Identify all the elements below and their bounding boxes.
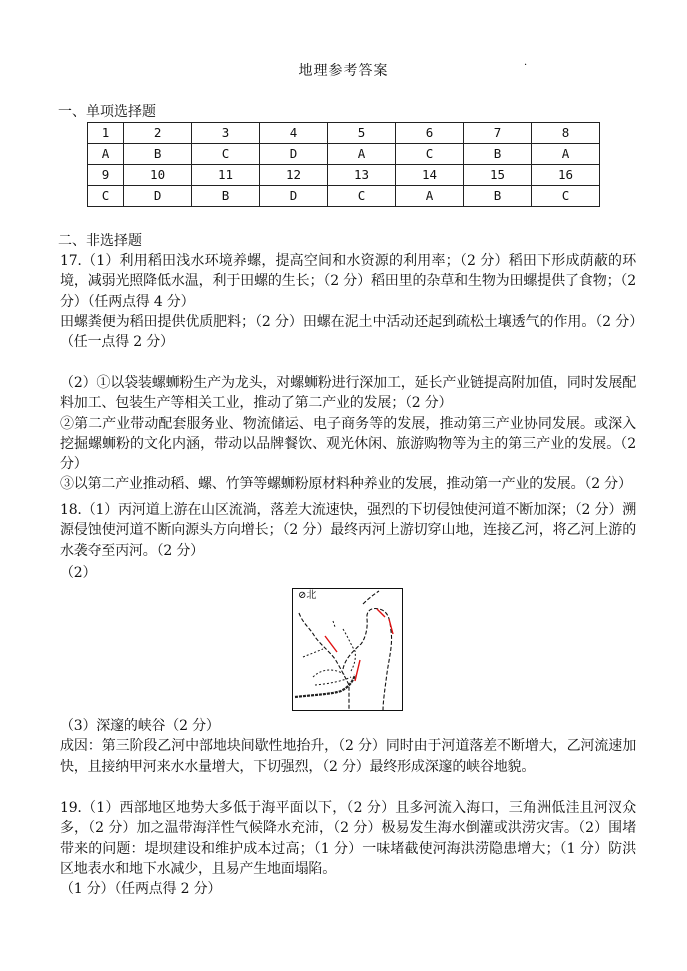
answer-cell: A [328,144,396,165]
q17-p3: （2）①以袋装螺蛳粉生产为龙头，对螺蛳粉进行深加工，延长产业链提高附加值，同时发展配料加工、包装生产等相关工业，推动了第二产业的发展；（2 分） [60,375,636,412]
answer-row [88,186,600,207]
section1-heading: 一、单项选择题 [58,104,156,120]
question-number-row [88,165,600,186]
question-number-cell: 8 [532,123,600,144]
q18-p2: （2） [60,565,97,581]
question-number-cell: 13 [328,165,396,186]
answer-cell: B [192,186,260,207]
answer-cell: C [328,186,396,207]
question-number-cell: 1 [88,123,124,144]
question-number-cell: 15 [464,165,532,186]
q17-part2-block [60,373,636,495]
q17-p4: ②第二产业带动配套服务业、物流储运、电子商务等的发展，推动第三产业协同发展。或深入挖掘螺蛳粉的文化内涵，带动以品牌餐饮、观光休闲、旅游购物等为主的第三产业的发展。（2 分） [60,415,636,473]
q17-p5: ③以第二产业推动稻、螺、竹笋等螺蛳粉原材料种养业的发展，推动第一产业的发展。（2 分） [60,476,632,493]
q18-p4: 成因：第三阶段乙河中部地块间歇性地抬升，（2 分）同时由于河道落差不断增大，乙河流速加快，且接纳甲河来水水量增大，下切强烈，（2 分）最终形成深邃的峡谷地貌。 [60,738,636,775]
section2-heading: 二、非选择题 [58,233,142,249]
answer-cell: D [260,186,328,207]
answer-table [87,122,600,207]
q18-p1: 18.（1）丙河道上游在山区流淌，落差大流速快，强烈的下切侵蚀使河道不断加深；（2 分）溯源侵蚀使河道不断向源头方向增长；（2 分）最终丙河上游切穿山地，连接乙河，将乙河上游的水袭夺至丙河。（2 分） [60,502,636,559]
question-number-cell: 10 [124,165,192,186]
question-number-cell: 3 [192,123,260,144]
north-compass-label: ⊘北 [298,590,317,601]
answer-cell: D [260,144,328,165]
question-number-cell: 4 [260,123,328,144]
q18-block [60,500,636,561]
q17-p2: 田螺粪便为稻田提供优质肥料；（2 分）田螺在泥土中活动还起到疏松土壤透气的作用。（2 分）（任一点得 2 分） [60,313,636,351]
answer-cell: B [124,144,192,165]
q19-p1: 19.（1）西部地区地势大多低于海平面以下，（2 分）且多河流入海口，三角洲低洼且河汊众多，（2 分）加之温带海洋性气候降水充沛，（2 分）极易发生海水倒灌或洪涝灾害。（2）围堵带来的问题：堤坝建设和维护成本过高；（1 分）一味堵截使河海洪涝隐患增大；（1 分）防洪区地表水和地下水减少，且易产生地面塌陷。 [60,800,636,877]
question-number-cell: 16 [532,165,600,186]
q18-p3: （3）深邃的峡谷（2 分） [60,718,220,734]
stray-dot: · [524,60,528,71]
q18-part2-block [60,563,636,583]
q17-p1: 17.（1）利用稻田浅水环境养螺，提高空间和水资源的利用率；（2 分）稻田下形成荫蔽的环境，减弱光照降低水温，利于田螺的生长；（2 分）稻田里的杂草和生物为田螺提供了食物；（2 分）（任两点得 4 分） [60,253,636,310]
question-number-cell: 11 [192,165,260,186]
q19-p2: （1 分）（任两点得 2 分） [60,881,222,898]
answer-row [88,144,600,165]
q18b-block [60,716,636,777]
river-sketch [293,589,403,711]
q19-block [60,798,636,899]
river-capture-figure [292,588,403,711]
question-number-cell: 6 [396,123,464,144]
answer-cell: B [464,186,532,207]
question-number-cell: 7 [464,123,532,144]
question-number-cell: 12 [260,165,328,186]
answer-cell: C [192,144,260,165]
question-number-cell: 5 [328,123,396,144]
answer-cell: A [532,144,600,165]
answer-cell: B [464,144,532,165]
answer-cell: C [88,186,124,207]
answer-cell: D [124,186,192,207]
answer-cell: C [396,144,464,165]
answer-cell: A [396,186,464,207]
question-number-cell: 14 [396,165,464,186]
q17-block [60,251,636,352]
question-number-cell: 9 [88,165,124,186]
answer-cell: A [88,144,124,165]
question-number-cell: 2 [124,123,192,144]
question-number-row [88,123,600,144]
page-title: 地理参考答案 [298,63,389,79]
answer-cell: C [532,186,600,207]
